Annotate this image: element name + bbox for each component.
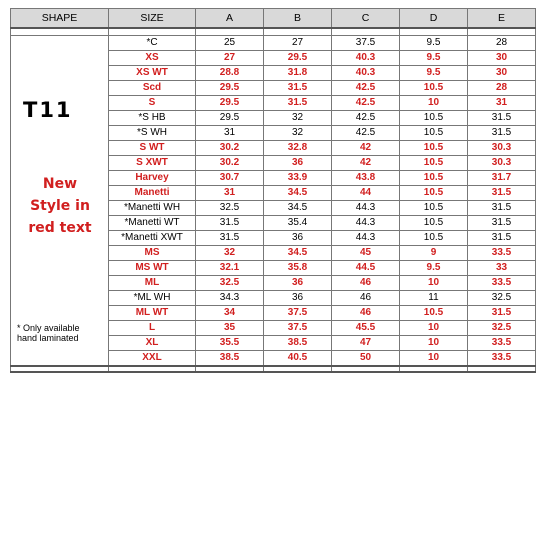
measure-cell: 32.5 <box>468 321 536 336</box>
measure-cell: 44.3 <box>332 201 400 216</box>
size-cell: Harvey <box>109 171 196 186</box>
closing-rule-cell <box>196 366 264 372</box>
size-chart-table <box>10 8 536 373</box>
measure-cell: 9.5 <box>400 261 468 276</box>
measure-cell: 10 <box>400 96 468 111</box>
measure-cell: 44.5 <box>332 261 400 276</box>
measure-cell: 42.5 <box>332 126 400 141</box>
measure-cell: 31.5 <box>468 306 536 321</box>
measure-cell: 42 <box>332 141 400 156</box>
measure-cell: 29.5 <box>196 111 264 126</box>
size-cell: XS WT <box>109 66 196 81</box>
measure-cell: 46 <box>332 291 400 306</box>
new-style-note-line: red text <box>28 220 92 236</box>
header-d: D <box>400 9 468 29</box>
new-style-note-line: New <box>42 176 78 192</box>
measure-cell: 31.8 <box>264 66 332 81</box>
size-cell: ML WT <box>109 306 196 321</box>
size-cell: S WT <box>109 141 196 156</box>
size-cell: *S HB <box>109 111 196 126</box>
measure-cell: 32 <box>264 126 332 141</box>
measure-cell: 33.5 <box>468 351 536 367</box>
measure-cell: 38.5 <box>264 336 332 351</box>
measure-cell: 35 <box>196 321 264 336</box>
measure-cell: 10.5 <box>400 156 468 171</box>
measure-cell: 47 <box>332 336 400 351</box>
size-cell: L <box>109 321 196 336</box>
measure-cell: 27 <box>196 51 264 66</box>
closing-rule-cell <box>400 366 468 372</box>
measure-cell: 45 <box>332 246 400 261</box>
measure-cell: 42.5 <box>332 81 400 96</box>
measure-cell: 37.5 <box>264 306 332 321</box>
measure-cell: 34.3 <box>196 291 264 306</box>
size-cell: *S WH <box>109 126 196 141</box>
size-cell: ML <box>109 276 196 291</box>
measure-cell: 38.5 <box>196 351 264 367</box>
footnote-line: hand laminated <box>17 333 79 343</box>
measure-cell: 31.5 <box>196 216 264 231</box>
measure-cell: 33.9 <box>264 171 332 186</box>
new-style-note <box>11 173 109 239</box>
measure-cell: 10.5 <box>400 141 468 156</box>
measure-cell: 30.2 <box>196 141 264 156</box>
closing-rule-row <box>11 366 536 372</box>
measure-cell: 32 <box>196 246 264 261</box>
measure-cell: 10 <box>400 336 468 351</box>
measure-cell: 42 <box>332 156 400 171</box>
size-cell: MS WT <box>109 261 196 276</box>
spacer-cell <box>264 28 332 36</box>
measure-cell: 10.5 <box>400 126 468 141</box>
header-shape: SHAPE <box>11 9 109 29</box>
measure-cell: 33.5 <box>468 246 536 261</box>
measure-cell: 43.8 <box>332 171 400 186</box>
measure-cell: 9.5 <box>400 66 468 81</box>
shape-cell <box>11 36 109 367</box>
measure-cell: 32.1 <box>196 261 264 276</box>
measure-cell: 46 <box>332 276 400 291</box>
measure-cell: 31 <box>468 96 536 111</box>
header-size: SIZE <box>109 9 196 29</box>
measure-cell: 28.8 <box>196 66 264 81</box>
measure-cell: 31.5 <box>264 96 332 111</box>
measure-cell: 28 <box>468 81 536 96</box>
size-cell: XXL <box>109 351 196 367</box>
measure-cell: 31.5 <box>468 111 536 126</box>
closing-rule-cell <box>332 366 400 372</box>
measure-cell: 44.3 <box>332 216 400 231</box>
measure-cell: 36 <box>264 231 332 246</box>
shape-code: T11 <box>23 98 73 122</box>
header-b: B <box>264 9 332 29</box>
closing-rule-cell <box>109 366 196 372</box>
measure-cell: 10.5 <box>400 201 468 216</box>
measure-cell: 32.5 <box>196 201 264 216</box>
new-style-note-line: Style in <box>30 198 90 214</box>
measure-cell: 40.3 <box>332 66 400 81</box>
measure-cell: 31.5 <box>468 216 536 231</box>
measure-cell: 9 <box>400 246 468 261</box>
measure-cell: 35.5 <box>196 336 264 351</box>
spacer-row <box>11 28 536 36</box>
size-cell: XS <box>109 51 196 66</box>
spacer-cell <box>11 28 109 36</box>
header-e: E <box>468 9 536 29</box>
measure-cell: 44.3 <box>332 231 400 246</box>
measure-cell: 45.5 <box>332 321 400 336</box>
measure-cell: 10.5 <box>400 231 468 246</box>
header-c: C <box>332 9 400 29</box>
measure-cell: 32.5 <box>468 291 536 306</box>
measure-cell: 34.5 <box>264 246 332 261</box>
size-cell: S XWT <box>109 156 196 171</box>
measure-cell: 35.4 <box>264 216 332 231</box>
size-cell: *Manetti WT <box>109 216 196 231</box>
closing-rule-cell <box>11 366 109 372</box>
measure-cell: 25 <box>196 36 264 51</box>
measure-cell: 42.5 <box>332 96 400 111</box>
measure-cell: 37.5 <box>264 321 332 336</box>
spacer-cell <box>468 28 536 36</box>
spacer-cell <box>332 28 400 36</box>
measure-cell: 31 <box>196 186 264 201</box>
measure-cell: 34.5 <box>264 186 332 201</box>
measure-cell: 30.3 <box>468 156 536 171</box>
measure-cell: 30 <box>468 51 536 66</box>
measure-cell: 34 <box>196 306 264 321</box>
measure-cell: 50 <box>332 351 400 367</box>
measure-cell: 28 <box>468 36 536 51</box>
measure-cell: 10.5 <box>400 186 468 201</box>
header-row <box>11 9 536 29</box>
measure-cell: 34.5 <box>264 201 332 216</box>
measure-cell: 33.5 <box>468 276 536 291</box>
measure-cell: 10 <box>400 321 468 336</box>
closing-rule-cell <box>468 366 536 372</box>
measure-cell: 31.5 <box>468 186 536 201</box>
measure-cell: 31.5 <box>196 231 264 246</box>
measure-cell: 44 <box>332 186 400 201</box>
measure-cell: 11 <box>400 291 468 306</box>
footnote-line: * Only available <box>17 323 80 333</box>
measure-cell: 31.5 <box>264 81 332 96</box>
measure-cell: 31.5 <box>468 126 536 141</box>
spacer-cell <box>196 28 264 36</box>
size-cell: S <box>109 96 196 111</box>
measure-cell: 30.7 <box>196 171 264 186</box>
closing-rule-cell <box>264 366 332 372</box>
measure-cell: 9.5 <box>400 36 468 51</box>
measure-cell: 10.5 <box>400 306 468 321</box>
size-cell: Scd <box>109 81 196 96</box>
measure-cell: 10 <box>400 276 468 291</box>
measure-cell: 33.5 <box>468 336 536 351</box>
header-a: A <box>196 9 264 29</box>
measure-cell: 32.8 <box>264 141 332 156</box>
size-cell: MS <box>109 246 196 261</box>
measure-cell: 32 <box>264 111 332 126</box>
measure-cell: 29.5 <box>196 81 264 96</box>
measure-cell: 31.5 <box>468 201 536 216</box>
measure-cell: 29.5 <box>264 51 332 66</box>
measure-cell: 31.7 <box>468 171 536 186</box>
measure-cell: 30.3 <box>468 141 536 156</box>
measure-cell: 36 <box>264 291 332 306</box>
measure-cell: 32.5 <box>196 276 264 291</box>
measure-cell: 36 <box>264 276 332 291</box>
measure-cell: 10 <box>400 351 468 367</box>
measure-cell: 10.5 <box>400 216 468 231</box>
table-body <box>11 28 536 372</box>
measure-cell: 40.3 <box>332 51 400 66</box>
measure-cell: 27 <box>264 36 332 51</box>
size-cell: XL <box>109 336 196 351</box>
size-chart-sheet <box>10 8 535 373</box>
measure-cell: 9.5 <box>400 51 468 66</box>
measure-cell: 46 <box>332 306 400 321</box>
spacer-cell <box>109 28 196 36</box>
measure-cell: 10.5 <box>400 81 468 96</box>
measure-cell: 37.5 <box>332 36 400 51</box>
measure-cell: 31.5 <box>468 231 536 246</box>
size-cell: Manetti <box>109 186 196 201</box>
size-cell: *Manetti WH <box>109 201 196 216</box>
availability-footnote <box>17 323 109 343</box>
measure-cell: 31 <box>196 126 264 141</box>
measure-cell: 42.5 <box>332 111 400 126</box>
measure-cell: 35.8 <box>264 261 332 276</box>
measure-cell: 40.5 <box>264 351 332 367</box>
size-cell: *Manetti XWT <box>109 231 196 246</box>
measure-cell: 29.5 <box>196 96 264 111</box>
size-cell: *C <box>109 36 196 51</box>
measure-cell: 10.5 <box>400 171 468 186</box>
measure-cell: 10.5 <box>400 111 468 126</box>
measure-cell: 30.2 <box>196 156 264 171</box>
measure-cell: 30 <box>468 66 536 81</box>
spacer-cell <box>400 28 468 36</box>
measure-cell: 36 <box>264 156 332 171</box>
size-cell: *ML WH <box>109 291 196 306</box>
table-row <box>11 36 536 51</box>
measure-cell: 33 <box>468 261 536 276</box>
